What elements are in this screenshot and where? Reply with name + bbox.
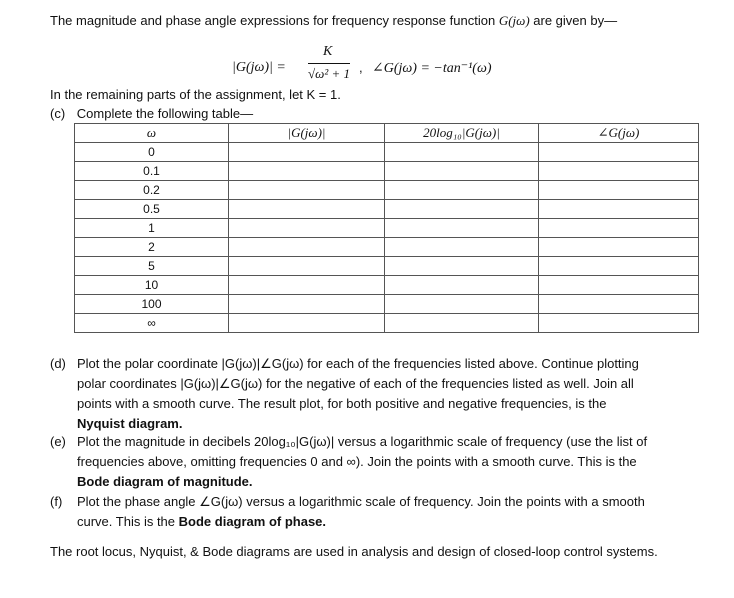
phase-cell[interactable] — [539, 295, 699, 314]
decibel-cell[interactable] — [385, 200, 539, 219]
assignment-note: In the remaining parts of the assignment, let K = 1. — [50, 87, 341, 102]
omega-cell: 0 — [75, 143, 229, 162]
decibel-cell[interactable] — [385, 276, 539, 295]
omega-cell: 2 — [75, 238, 229, 257]
phase-cell[interactable] — [539, 200, 699, 219]
header-decibels: 20log₁₀|G(jω)| — [385, 124, 539, 143]
table-row — [75, 238, 699, 257]
part-d-line-1: Plot the polar coordinate |G(jω)|∠G(jω) for each of the frequencies listed above. Continue plotting — [77, 356, 639, 371]
omega-cell: 0.2 — [75, 181, 229, 200]
part-d-bold-term: Nyquist diagram. — [77, 416, 183, 431]
frequency-table — [74, 123, 699, 333]
phase-cell[interactable] — [539, 276, 699, 295]
part-e-line-1: Plot the magnitude in decibels 20log₁₀|G(jω)| versus a logarithmic scale of frequency (use the list of — [77, 434, 648, 449]
omega-cell: ∞ — [75, 314, 229, 333]
intro-tail: are given by— — [533, 13, 618, 28]
magnitude-cell[interactable] — [229, 219, 385, 238]
omega-cell: 10 — [75, 276, 229, 295]
part-f-line-2: curve. This is the — [77, 514, 176, 529]
equation-separator: , — [359, 60, 363, 75]
magnitude-cell[interactable] — [229, 257, 385, 276]
intro-function: G(jω) — [498, 13, 530, 28]
part-c-text: Complete the following table— — [76, 106, 254, 121]
part-d-label: (d) — [50, 356, 66, 371]
table-header-row — [75, 124, 699, 143]
part-f-bold-term: Bode diagram of phase. — [178, 514, 327, 529]
part-f-line-1: Plot the phase angle ∠G(jω) versus a logarithmic scale of frequency. Join the points with a smooth — [77, 494, 645, 509]
table-row — [75, 276, 699, 295]
phase-cell[interactable] — [539, 181, 699, 200]
table-row — [75, 162, 699, 181]
table-row — [75, 257, 699, 276]
omega-cell: 0.5 — [75, 200, 229, 219]
phase-cell[interactable] — [539, 219, 699, 238]
part-e — [50, 432, 710, 492]
table-row — [75, 200, 699, 219]
phase-equation: ∠G(jω) = −tan⁻¹(ω) — [372, 61, 492, 76]
part-c-label: (c) — [50, 106, 66, 121]
part-d-line-2: polar coordinates |G(jω)|∠G(jω) for the negative of each of the frequencies listed as well. Join all — [77, 376, 634, 391]
decibel-cell[interactable] — [385, 314, 539, 333]
magnitude-cell[interactable] — [229, 143, 385, 162]
table-row — [75, 143, 699, 162]
header-magnitude: |G(jω)| — [229, 124, 385, 143]
part-f-label: (f) — [50, 494, 63, 509]
omega-cell: 100 — [75, 295, 229, 314]
magnitude-cell[interactable] — [229, 295, 385, 314]
table-row — [75, 295, 699, 314]
magnitude-lhs: |G(jω)| = — [232, 60, 286, 75]
decibel-cell[interactable] — [385, 257, 539, 276]
table-row — [75, 181, 699, 200]
phase-cell[interactable] — [539, 238, 699, 257]
magnitude-cell[interactable] — [229, 200, 385, 219]
table-row — [75, 219, 699, 238]
phase-cell[interactable] — [539, 143, 699, 162]
header-phase: ∠G(jω) — [539, 124, 699, 143]
part-c — [50, 106, 253, 121]
omega-cell: 1 — [75, 219, 229, 238]
decibel-cell[interactable] — [385, 238, 539, 257]
part-e-line-2: frequencies above, omitting frequencies 0 and ∞). Join the points with a smooth curve. This is the — [77, 454, 637, 469]
magnitude-cell[interactable] — [229, 314, 385, 333]
fraction-bar — [308, 63, 350, 64]
phase-cell[interactable] — [539, 162, 699, 181]
numerator: K — [323, 44, 333, 59]
decibel-cell[interactable] — [385, 219, 539, 238]
magnitude-cell[interactable] — [229, 162, 385, 181]
decibel-cell[interactable] — [385, 143, 539, 162]
decibel-cell[interactable] — [385, 295, 539, 314]
magnitude-cell[interactable] — [229, 181, 385, 200]
omega-cell: 5 — [75, 257, 229, 276]
part-f — [50, 492, 710, 532]
header-omega: ω — [75, 124, 229, 143]
denominator: √ω² + 1 — [308, 66, 350, 81]
part-d-line-3: points with a smooth curve. The result plot, for both positive and negative frequencies, is the — [77, 396, 607, 411]
omega-cell: 0.1 — [75, 162, 229, 181]
decibel-cell[interactable] — [385, 162, 539, 181]
decibel-cell[interactable] — [385, 181, 539, 200]
phase-cell[interactable] — [539, 257, 699, 276]
part-e-label: (e) — [50, 434, 66, 449]
magnitude-cell[interactable] — [229, 276, 385, 295]
part-d — [50, 354, 710, 434]
intro-line — [50, 13, 617, 29]
table-row — [75, 314, 699, 333]
phase-cell[interactable] — [539, 314, 699, 333]
part-e-bold-term: Bode diagram of magnitude. — [77, 474, 253, 489]
intro-text: The magnitude and phase angle expressions for frequency response function — [50, 13, 496, 28]
closing-statement: The root locus, Nyquist, & Bode diagrams are used in analysis and design of closed-loop control systems. — [50, 544, 658, 559]
magnitude-cell[interactable] — [229, 238, 385, 257]
